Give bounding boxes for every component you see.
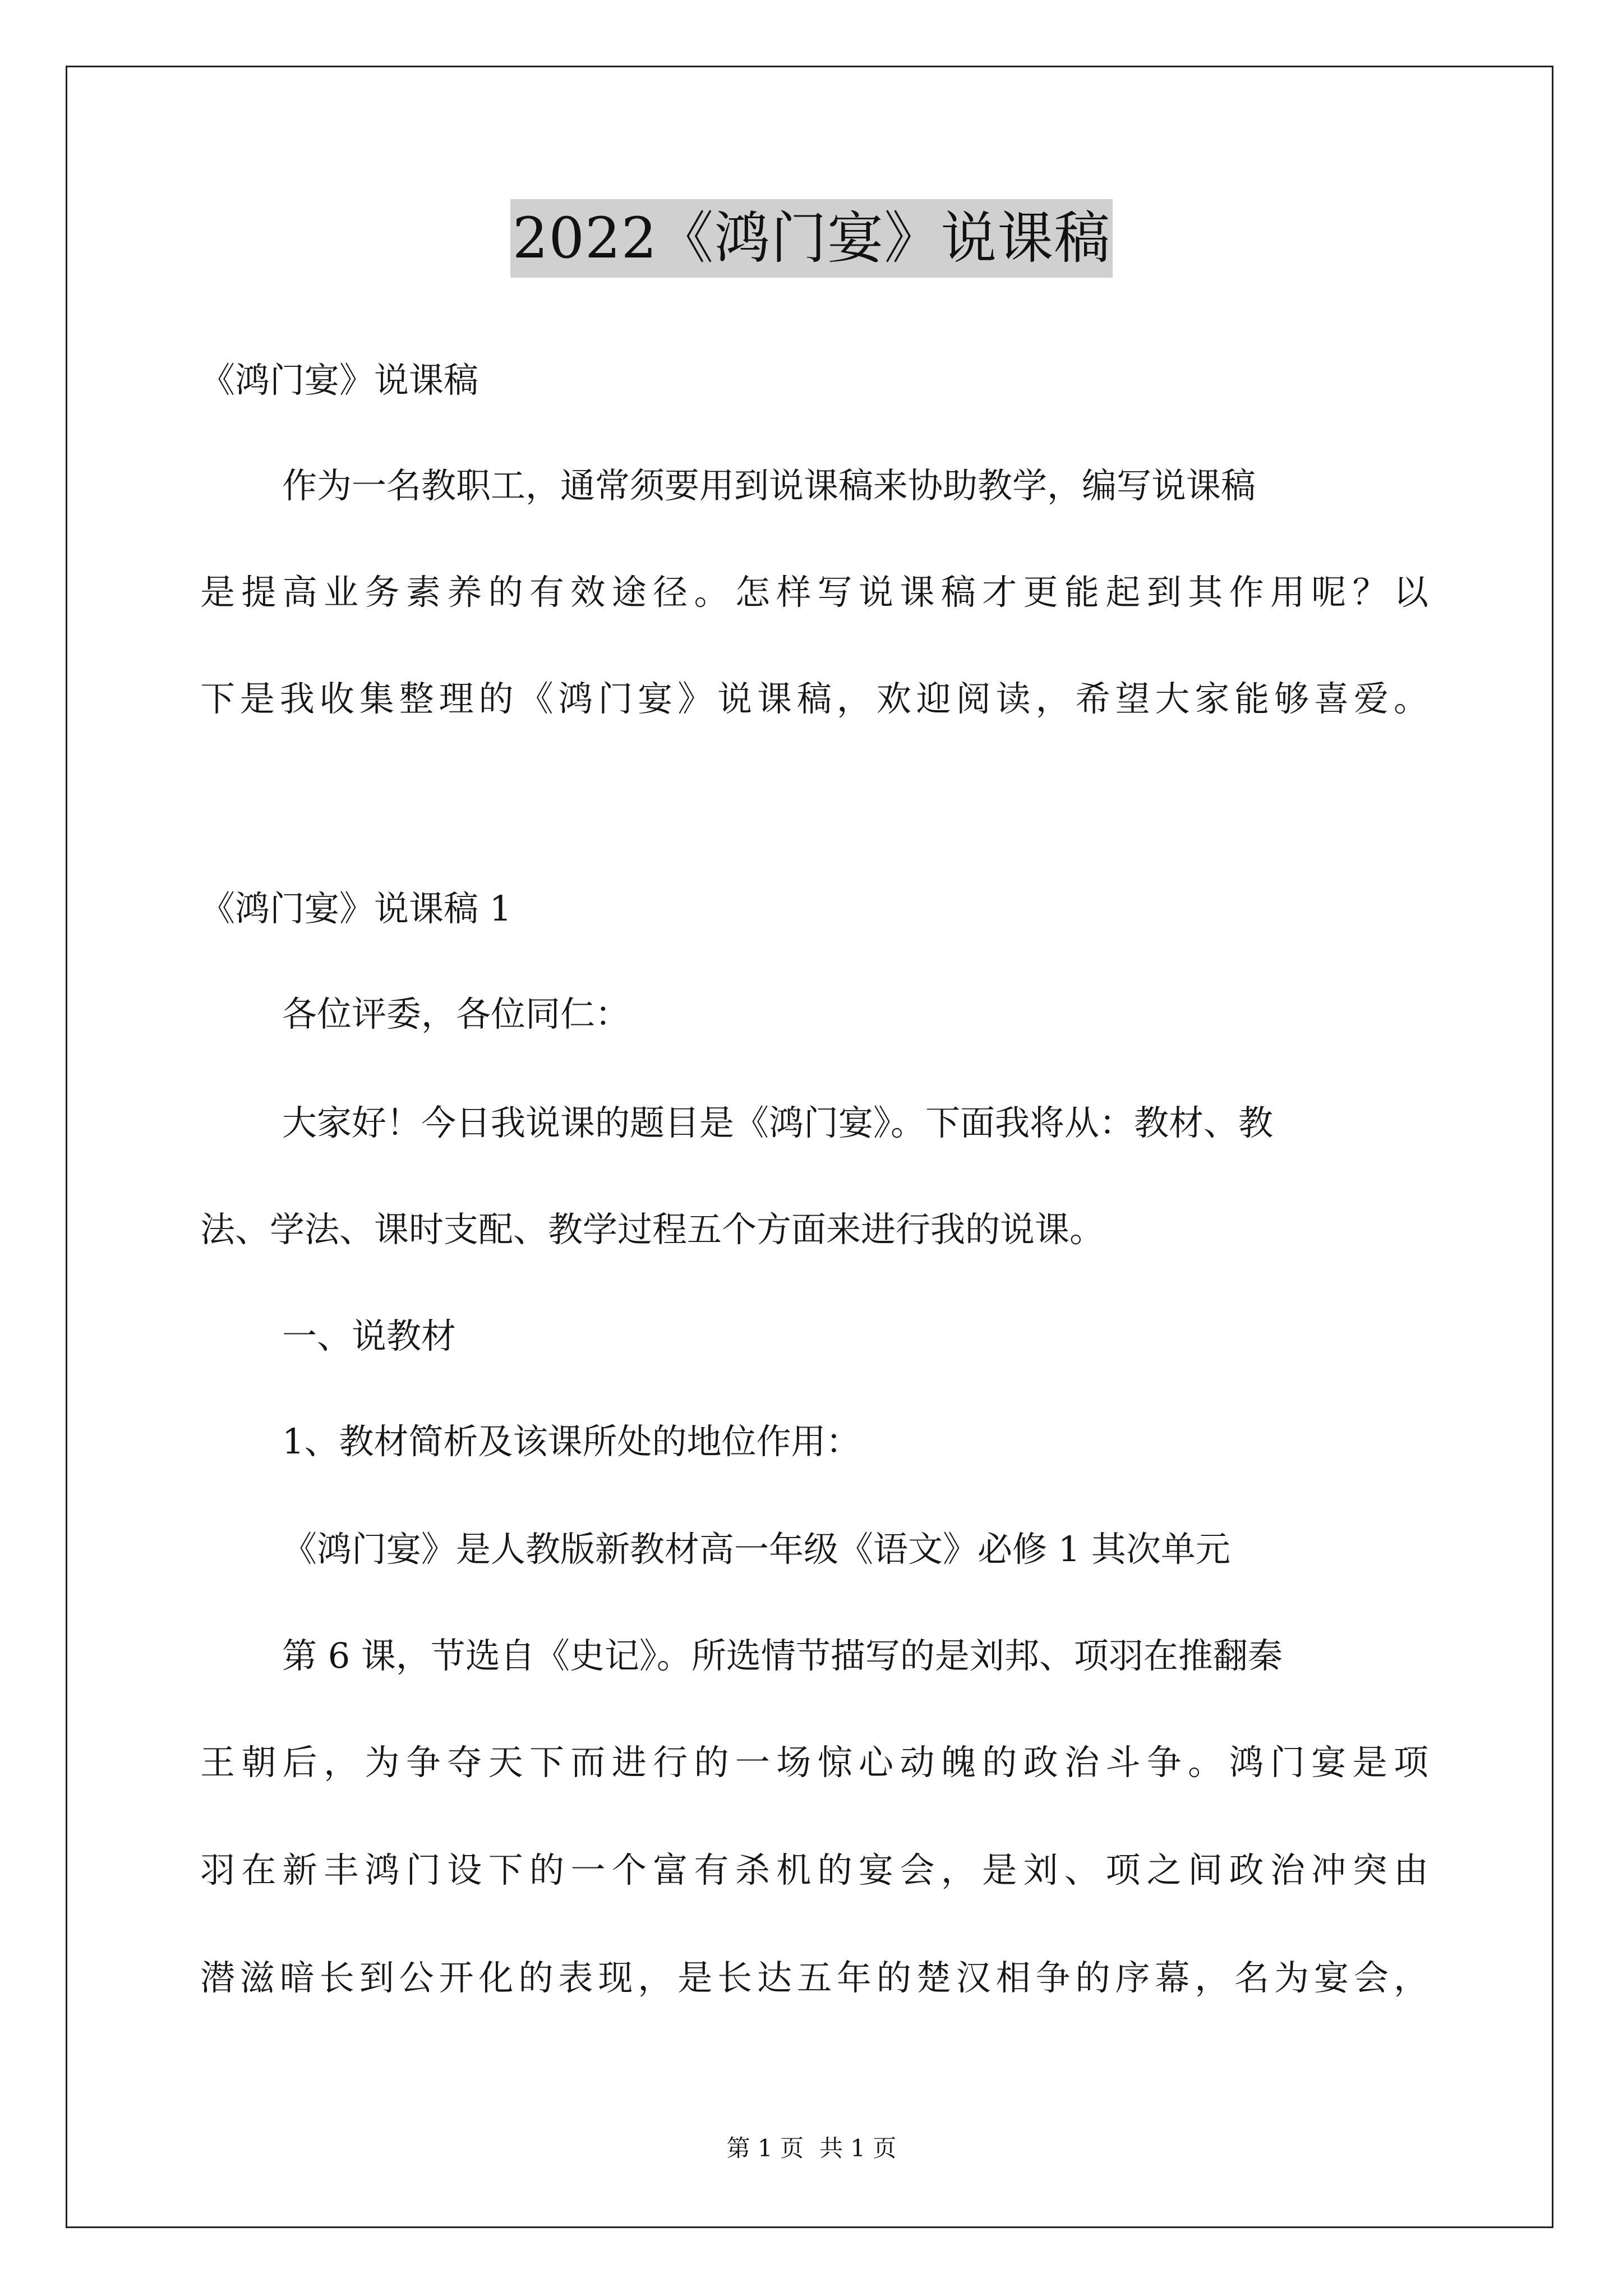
section-heading: 《鸿门宴》说课稿 1 — [200, 888, 512, 929]
paragraph-line: 大家好！今日我说课的题目是《鸿门宴》。下面我将从：教材、教 — [282, 1102, 1274, 1143]
paragraph-line: 作为一名教职工，通常须要用到说课稿来协助教学，编写说课稿 — [282, 465, 1256, 506]
paragraph-line: 王朝后，为争夺天下而进行的一场惊心动魄的政治斗争。鸿门宴是项 — [200, 1742, 1428, 1783]
page-number: 第 1 页 — [726, 2134, 804, 2162]
paragraph-line: 法、学法、课时支配、教学过程五个方面来进行我的说课。 — [200, 1209, 1105, 1250]
page-total: 共 1 页 — [819, 2134, 897, 2162]
paragraph-line: 1、教材简析及该课所处的地位作用： — [282, 1421, 861, 1462]
title-container — [0, 199, 1623, 278]
page-footer — [0, 2132, 1623, 2165]
subtitle-line: 《鸿门宴》说课稿 — [200, 360, 479, 401]
paragraph-line: 羽在新丰鸿门设下的一个富有杀机的宴会，是刘、项之间政治冲突由 — [200, 1849, 1428, 1890]
paragraph-line: 是提高业务素养的有效途径。怎样写说课稿才更能起到其作用呢？以 — [200, 572, 1428, 613]
paragraph-line: 潜滋暗长到公开化的表现，是长达五年的楚汉相争的序幕，名为宴会， — [200, 1957, 1428, 1998]
document-title: 2022《鸿门宴》说课稿 — [510, 199, 1113, 278]
paragraph-line: 下是我收集整理的《鸿门宴》说课稿，欢迎阅读，希望大家能够喜爱。 — [200, 678, 1428, 719]
paragraph-line: 一、说教材 — [282, 1315, 457, 1356]
paragraph-line: 各位评委，各位同仁： — [282, 993, 630, 1034]
paragraph-line: 《鸿门宴》是人教版新教材高一年级《语文》必修 1 其次单元 — [282, 1529, 1230, 1570]
paragraph-line: 第 6 课，节选自《史记》。所选情节描写的是刘邦、项羽在推翻秦 — [282, 1635, 1283, 1676]
